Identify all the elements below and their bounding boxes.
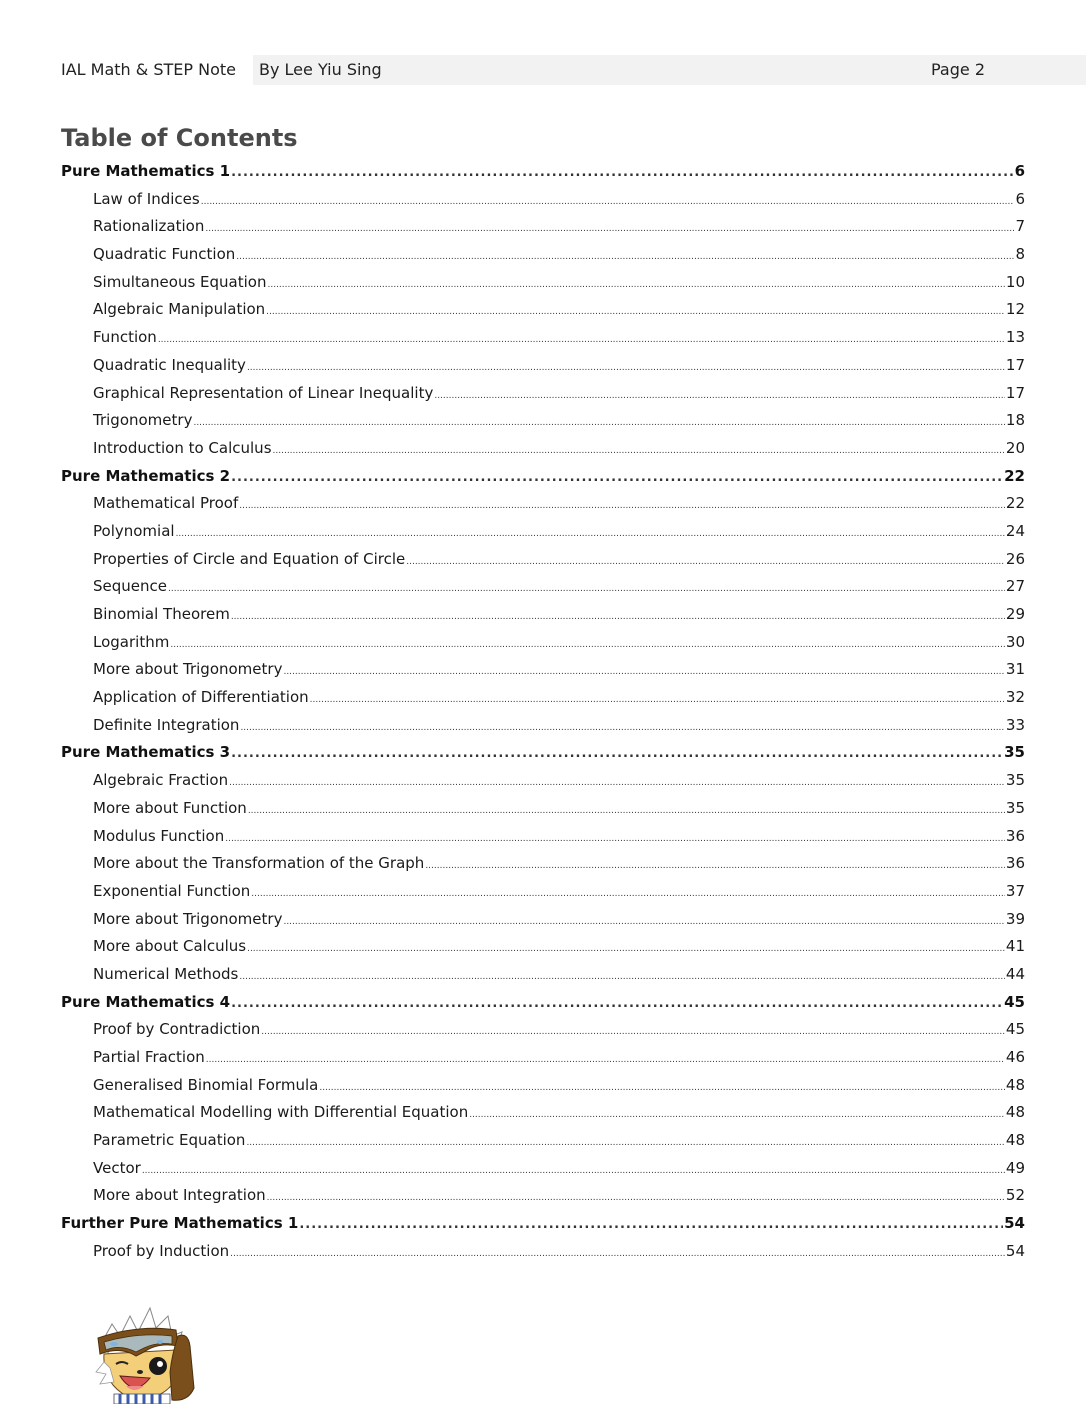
dot-leader — [229, 779, 1005, 788]
toc-entry-link[interactable] — [61, 380, 1025, 408]
dot-leader — [176, 530, 1005, 539]
toc-page-number: 31 — [1005, 660, 1025, 679]
toc-entry-label: More about Integration — [93, 1186, 266, 1205]
toc-page-number: 35 — [1004, 743, 1025, 762]
toc-page-number: 48 — [1005, 1131, 1025, 1150]
toc-entry-label: Polynomial — [93, 521, 175, 540]
toc-entry-link[interactable] — [61, 490, 1025, 518]
toc-page-number: 45 — [1005, 1020, 1025, 1039]
toc-entry-label: Mathematical Proof — [93, 494, 239, 513]
dot-leader — [170, 641, 1005, 650]
toc-entry-link[interactable] — [61, 1044, 1025, 1072]
toc-page-number: 36 — [1005, 854, 1025, 873]
toc-entry-label: Further Pure Mathematics 1 — [61, 1214, 299, 1233]
toc-page-number: 49 — [1005, 1158, 1025, 1177]
toc-entry-label: Pure Mathematics 4 — [61, 992, 231, 1011]
toc-entry-label: Simultaneous Equation — [93, 272, 267, 291]
toc-entry-link[interactable] — [61, 795, 1025, 823]
toc-page-number: 7 — [1015, 217, 1025, 236]
toc-entry-link[interactable] — [61, 712, 1025, 740]
toc-page-number: 17 — [1005, 383, 1025, 402]
toc-page-number: 29 — [1005, 605, 1025, 623]
dot-leader — [236, 253, 1014, 262]
toc-entry-link[interactable] — [61, 656, 1025, 684]
dot-leader — [406, 558, 1005, 567]
dot-leader — [239, 502, 1005, 511]
toc-page-number: 54 — [1004, 1214, 1025, 1233]
toc-entry-label: Proof by Contradiction — [93, 1020, 261, 1039]
toc-entry-label: Vector — [93, 1158, 141, 1177]
dot-leader — [246, 1139, 1004, 1148]
toc-page-number: 24 — [1005, 521, 1025, 540]
toc-page-number: 52 — [1005, 1186, 1025, 1205]
dot-leader — [225, 835, 1005, 844]
dot-leader — [310, 696, 1005, 705]
dot-leader — [266, 308, 1005, 317]
dot-leader — [201, 198, 1015, 207]
dot-leader — [319, 1084, 1005, 1093]
toc-page-number: 36 — [1005, 826, 1025, 845]
toc-entry-label: Introduction to Calculus — [93, 438, 272, 457]
toc-entry-label: More about Trigonometry — [93, 660, 283, 679]
toc-page-number: 30 — [1005, 632, 1025, 651]
toc-entry-link[interactable] — [61, 241, 1025, 269]
toc-section-link[interactable] — [61, 463, 1025, 491]
toc-entry-link[interactable] — [61, 629, 1025, 657]
toc-entry-label: Proof by Induction — [93, 1241, 230, 1260]
dot-leader — [158, 336, 1005, 345]
toc-entry-link[interactable] — [61, 1182, 1025, 1210]
toc-title: Table of Contents — [61, 124, 298, 152]
toc-section-link[interactable] — [61, 989, 1025, 1017]
dot-leader — [283, 918, 1004, 927]
toc-entry-link[interactable] — [61, 1238, 1025, 1266]
toc-entry-label: Algebraic Fraction — [93, 771, 229, 790]
toc-entry-label: Exponential Function — [93, 881, 251, 900]
dot-leader — [142, 1167, 1005, 1176]
toc-entry-label: Rationalization — [93, 217, 205, 236]
toc-page-number: 45 — [1004, 992, 1025, 1011]
toc-page-number: 35 — [1005, 798, 1025, 817]
toc-entry-label: Quadratic Inequality — [93, 355, 246, 374]
toc-entry-label: More about the Transformation of the Graph — [93, 854, 425, 873]
toc-page-number: 26 — [1005, 549, 1025, 568]
toc-entry-label: Generalised Binomial Formula — [93, 1075, 319, 1094]
toc-page-number: 48 — [1005, 1103, 1025, 1122]
toc-entry-label: Trigonometry — [93, 411, 193, 430]
dot-leader — [231, 166, 1013, 179]
dot-leader — [283, 668, 1004, 677]
toc-page-number: 17 — [1005, 355, 1025, 374]
toc-entry-label: Law of Indices — [93, 189, 200, 208]
table-of-contents — [61, 158, 1025, 1266]
toc-entry-link[interactable] — [61, 546, 1025, 574]
toc-entry-label: Algebraic Manipulation — [93, 300, 266, 319]
toc-entry-link[interactable] — [61, 1072, 1025, 1100]
toc-page-number: 6 — [1015, 189, 1025, 208]
toc-section-link[interactable] — [61, 158, 1025, 186]
toc-entry-label: Mathematical Modelling with Differential Equation — [93, 1103, 469, 1122]
toc-entry-label: More about Trigonometry — [93, 909, 283, 928]
toc-page-number: 22 — [1005, 494, 1025, 513]
toc-page-number: 37 — [1005, 881, 1025, 900]
toc-entry-label: Properties of Circle and Equation of Circle — [93, 549, 406, 568]
page-header — [0, 55, 1086, 85]
toc-page-number: 41 — [1005, 937, 1025, 956]
toc-entry-label: Function — [93, 328, 157, 347]
toc-entry-link[interactable] — [61, 1127, 1025, 1155]
toc-entry-label: Pure Mathematics 1 — [61, 162, 231, 180]
toc-page-number: 18 — [1005, 411, 1025, 430]
dot-leader — [239, 973, 1005, 982]
toc-section-link[interactable] — [61, 1210, 1025, 1238]
toc-page-number: 27 — [1005, 577, 1025, 596]
toc-entry-link[interactable] — [61, 435, 1025, 463]
toc-page-number: 54 — [1005, 1241, 1025, 1260]
toc-page-number: 20 — [1005, 438, 1025, 457]
toc-entry-label: Application of Differentiation — [93, 688, 309, 707]
toc-entry-link[interactable] — [61, 296, 1025, 324]
dot-leader — [230, 1250, 1005, 1259]
toc-entry-link[interactable] — [61, 767, 1025, 795]
toc-entry-label: Logarithm — [93, 632, 170, 651]
dot-leader — [231, 613, 1005, 622]
toc-page-number: 48 — [1005, 1075, 1025, 1094]
header-band — [253, 55, 1086, 85]
toc-page-number: 22 — [1004, 466, 1025, 485]
dot-leader — [251, 890, 1005, 899]
mascot-icon — [90, 1302, 200, 1404]
toc-page-number: 39 — [1005, 909, 1025, 928]
dot-leader — [267, 1194, 1005, 1203]
toc-entry-link[interactable] — [61, 518, 1025, 546]
toc-entry-link[interactable] — [61, 573, 1025, 601]
dot-leader — [425, 862, 1005, 871]
dot-leader — [193, 419, 1004, 428]
toc-entry-link[interactable] — [61, 823, 1025, 851]
dot-leader — [206, 1056, 1005, 1065]
dot-leader — [240, 724, 1004, 733]
toc-page-number: 6 — [1014, 162, 1025, 180]
toc-entry-link[interactable] — [61, 906, 1025, 934]
toc-entry-link[interactable] — [61, 878, 1025, 906]
dot-leader — [273, 447, 1005, 456]
toc-section-link[interactable] — [61, 739, 1025, 767]
toc-page-number: 46 — [1005, 1048, 1025, 1066]
dot-leader — [247, 945, 1005, 954]
dot-leader — [231, 997, 1003, 1010]
toc-entry-label: Numerical Methods — [93, 964, 239, 983]
toc-entry-link[interactable] — [61, 407, 1025, 435]
toc-entry-label: Pure Mathematics 3 — [61, 743, 231, 762]
toc-entry-link[interactable] — [61, 601, 1025, 629]
toc-entry-link[interactable] — [61, 269, 1025, 297]
toc-entry-link[interactable] — [61, 933, 1025, 961]
toc-entry-link[interactable] — [61, 850, 1025, 878]
toc-entry-label: Graphical Representation of Linear Inequality — [93, 383, 434, 402]
toc-entry-link[interactable] — [61, 1155, 1025, 1183]
dot-leader — [205, 225, 1014, 234]
toc-page-number: 32 — [1005, 688, 1025, 707]
toc-entry-label: Pure Mathematics 2 — [61, 466, 231, 485]
dot-leader — [299, 1218, 1003, 1231]
toc-entry-link[interactable] — [61, 684, 1025, 712]
toc-page-number: 12 — [1005, 300, 1025, 319]
toc-page-number: 13 — [1005, 328, 1025, 347]
toc-entry-link[interactable] — [61, 186, 1025, 214]
toc-entry-label: Modulus Function — [93, 826, 225, 845]
dot-leader — [231, 471, 1003, 484]
toc-entry-label: Parametric Equation — [93, 1131, 246, 1150]
dot-leader — [434, 392, 1005, 401]
dot-leader — [469, 1111, 1005, 1120]
toc-entry-link[interactable] — [61, 1099, 1025, 1127]
toc-entry-label: Sequence — [93, 577, 167, 596]
toc-entry-link[interactable] — [61, 1016, 1025, 1044]
dot-leader — [168, 585, 1005, 594]
dot-leader — [248, 807, 1005, 816]
dot-leader — [261, 1028, 1005, 1037]
author-name: By Lee Yiu Sing — [259, 60, 382, 79]
toc-entry-link[interactable] — [61, 352, 1025, 380]
toc-entry-label: More about Calculus — [93, 937, 247, 956]
dot-leader — [247, 364, 1005, 373]
toc-entry-link[interactable] — [61, 213, 1025, 241]
toc-entry-label: Partial Fraction — [93, 1048, 205, 1066]
toc-entry-label: Binomial Theorem — [93, 605, 230, 623]
page-number: Page 2 — [931, 60, 985, 79]
toc-entry-link[interactable] — [61, 961, 1025, 989]
toc-page-number: 33 — [1005, 715, 1025, 734]
toc-entry-link[interactable] — [61, 324, 1025, 352]
toc-page-number: 35 — [1005, 771, 1025, 790]
toc-page-number: 8 — [1015, 245, 1025, 264]
toc-entry-label: Definite Integration — [93, 715, 240, 734]
dot-leader — [267, 281, 1004, 290]
toc-page-number: 10 — [1005, 272, 1025, 291]
toc-page-number: 44 — [1005, 964, 1025, 983]
dot-leader — [231, 747, 1003, 760]
toc-entry-label: Quadratic Function — [93, 245, 236, 264]
toc-entry-label: More about Function — [93, 798, 247, 817]
document-title: IAL Math & STEP Note — [61, 60, 236, 79]
